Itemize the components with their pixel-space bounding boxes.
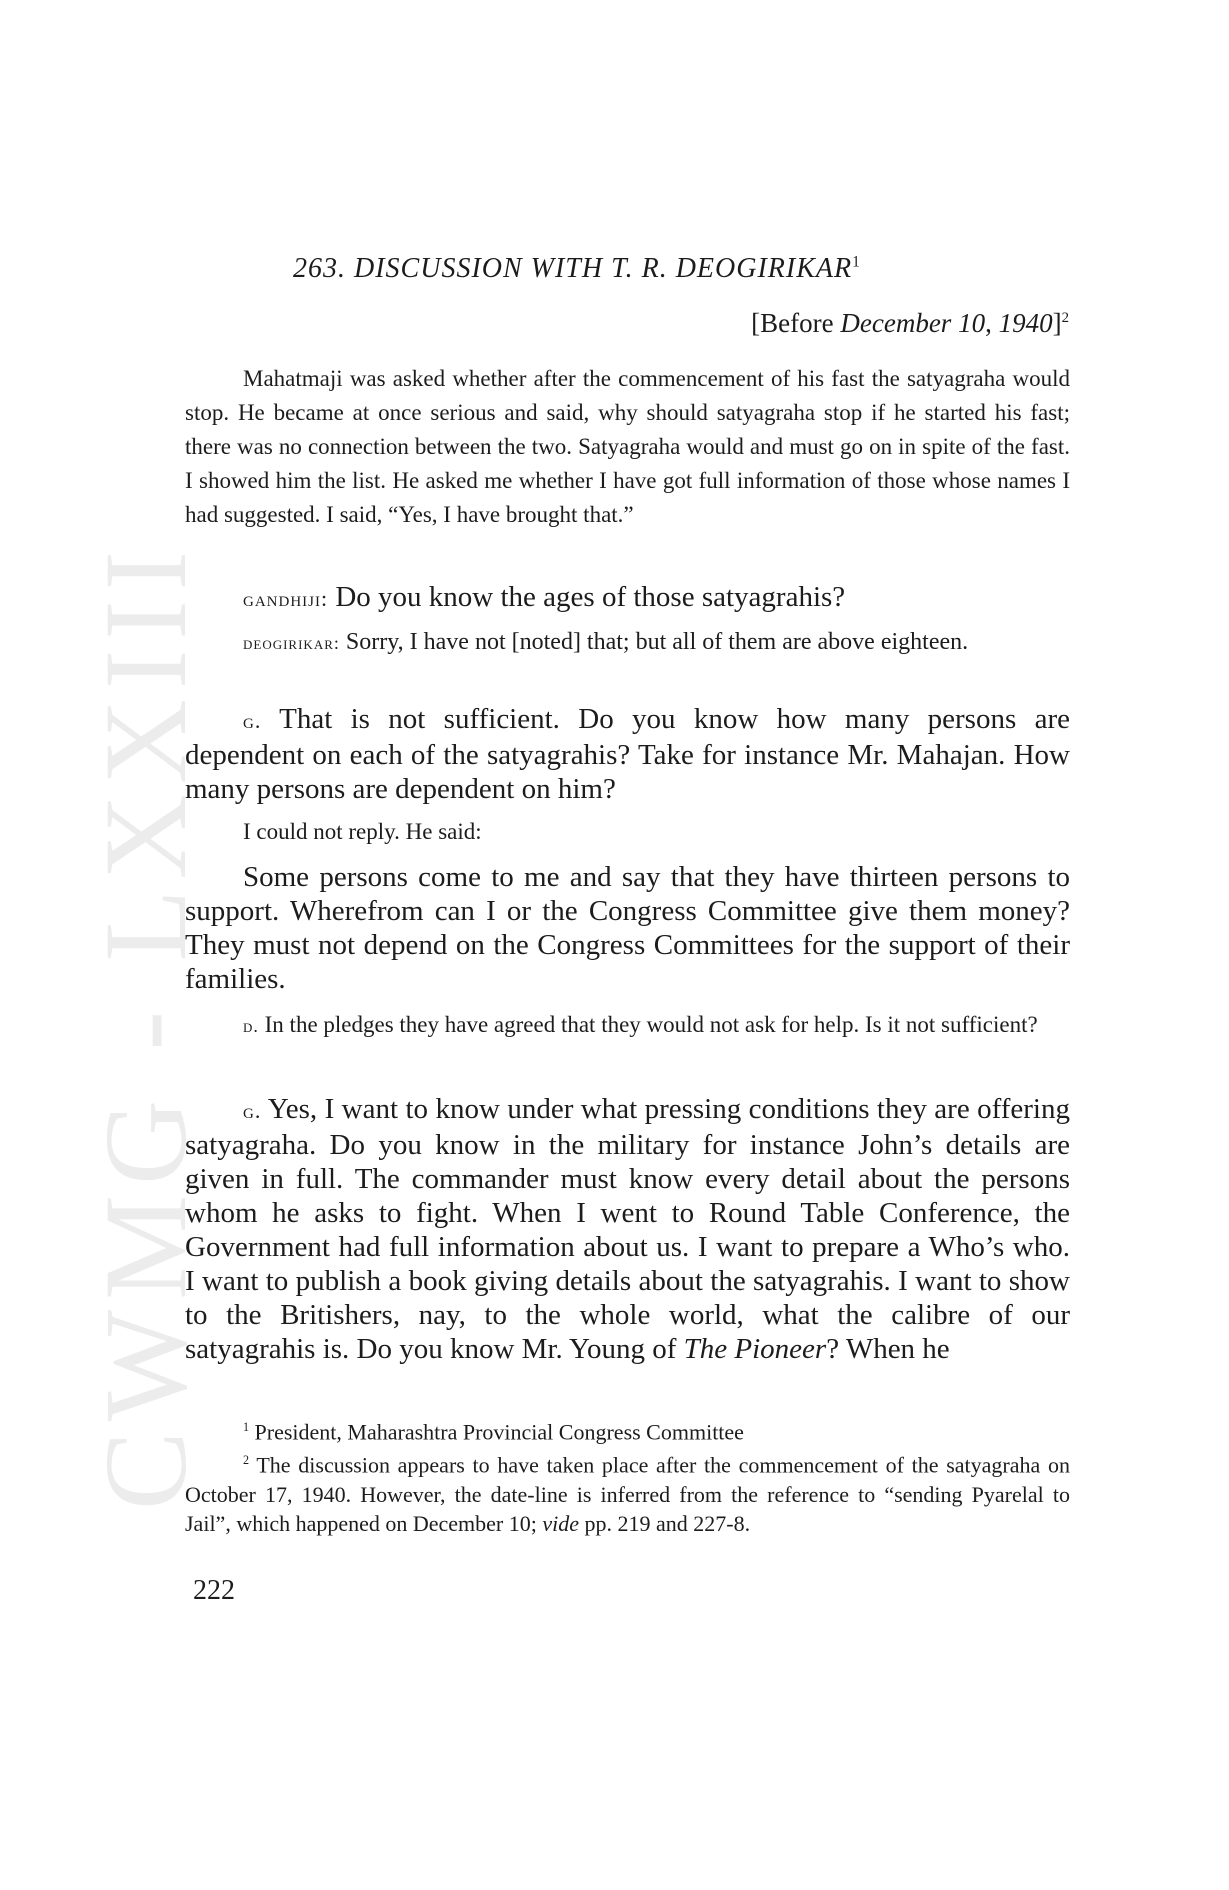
speaker-g-2: g. [243, 1098, 262, 1123]
g-long-reply-tail: ? When he [826, 1333, 950, 1365]
title-footnote-mark: 1 [852, 253, 861, 271]
deogirikar-answer-text: Sorry, I have not [noted] that; but all of them are above eighteen. [339, 629, 969, 655]
date-month-day: December 10 [840, 308, 986, 338]
footnotes [185, 1413, 1070, 1538]
gandhiji-question-text: Do you know the ages of those satyagrahis? [328, 581, 846, 613]
date-open: [Before [751, 308, 841, 338]
speaker-deogirikar: deogirikar: [243, 633, 340, 653]
g-long-reply-text: Yes, I want to know under what pressing conditions they are offering satyagraha. Do you know in the military for instance John’s details are given in full. The commander must know every detail about the persons whom he asks to fight. When I went to Round Table Conference, the Government had full information about us. I want to prepare a Who’s who. I want to publish a book giving details about the satyagrahis. I want to show to the Britishers, nay, to the whole world, what the calibre of our satyagrahis is. Do you know Mr. Young of [185, 1093, 1070, 1365]
footnote-1-mark: 1 [243, 1420, 250, 1434]
statement-text: Some persons come to me and say that they have thirteen persons to support. Wherefrom can I or the Congress Committee give them money? They must not depend on the Congress Committees for the support of their families. [185, 861, 1070, 995]
d-question-text: In the pledges they have agreed that they would not ask for help. Is it not sufficient? [258, 1012, 1038, 1037]
narration-text: I could not reply. He said: [243, 819, 482, 844]
footnote-2-tail: pp. 219 and 227-8. [579, 1510, 751, 1536]
speaker-gandhiji: gandhiji: [243, 586, 329, 611]
intro-paragraph: Mahatmaji was asked whether after the commencement of his fast the satyagraha would stop. He became at once serious and said, why should satyagraha stop if he started his fast; there was no connection between the two. Satyagraha would and must go on in spite of the fast. I showed him the list. He asked me whether I have got full information of those whose names I had suggested. I said, “Yes, I have brought that.” [185, 366, 1070, 527]
date-close: ] [1052, 308, 1062, 338]
dateline [751, 308, 1069, 339]
speaker-d: d. [243, 1016, 259, 1036]
footnote-2 [185, 1446, 1070, 1537]
date-separator: , [985, 308, 999, 338]
speaker-g: g. [243, 708, 262, 733]
watermark: CWMG - LXXIII [80, 541, 211, 1510]
gandhiji-statement [185, 860, 1070, 996]
narration-line [185, 815, 1070, 849]
dialogue-g-1 [185, 702, 1070, 806]
page-number: 222 [193, 1575, 235, 1606]
newspaper-title: The Pioneer [683, 1333, 827, 1365]
footnote-1-text: President, Maharashtra Provincial Congress Committee [249, 1419, 744, 1445]
title-text: 263. DISCUSSION WITH T. R. DEOGIRIKAR [293, 253, 853, 284]
footnote-2-text: The discussion appears to have taken place after the commencement of the satyagraha on October 17, 1940. However, the date-line is inferred from the reference to “sending Pyarelal to Jail”, which happened on December 10; [185, 1452, 1070, 1536]
dialogue-d-1 [185, 1008, 1070, 1043]
date-footnote-mark: 2 [1061, 310, 1069, 326]
footnote-2-mark: 2 [243, 1453, 250, 1468]
footnote-1 [185, 1413, 1070, 1446]
g-reply-text: That is not sufficient. Do you know how many persons are dependent on each of the satyagrahis? Take for instance Mr. Mahajan. How many persons are dependent on him? [185, 703, 1070, 805]
discussion-title [293, 253, 861, 285]
date-year: 1940 [998, 308, 1053, 338]
dialogue-deogirikar-1 [185, 625, 1070, 660]
dialogue-g-2 [185, 1092, 1070, 1366]
footnote-2-vide: vide [542, 1510, 580, 1536]
narrative-paragraph [185, 362, 1070, 532]
dialogue-gandhiji-1 [185, 580, 1070, 616]
